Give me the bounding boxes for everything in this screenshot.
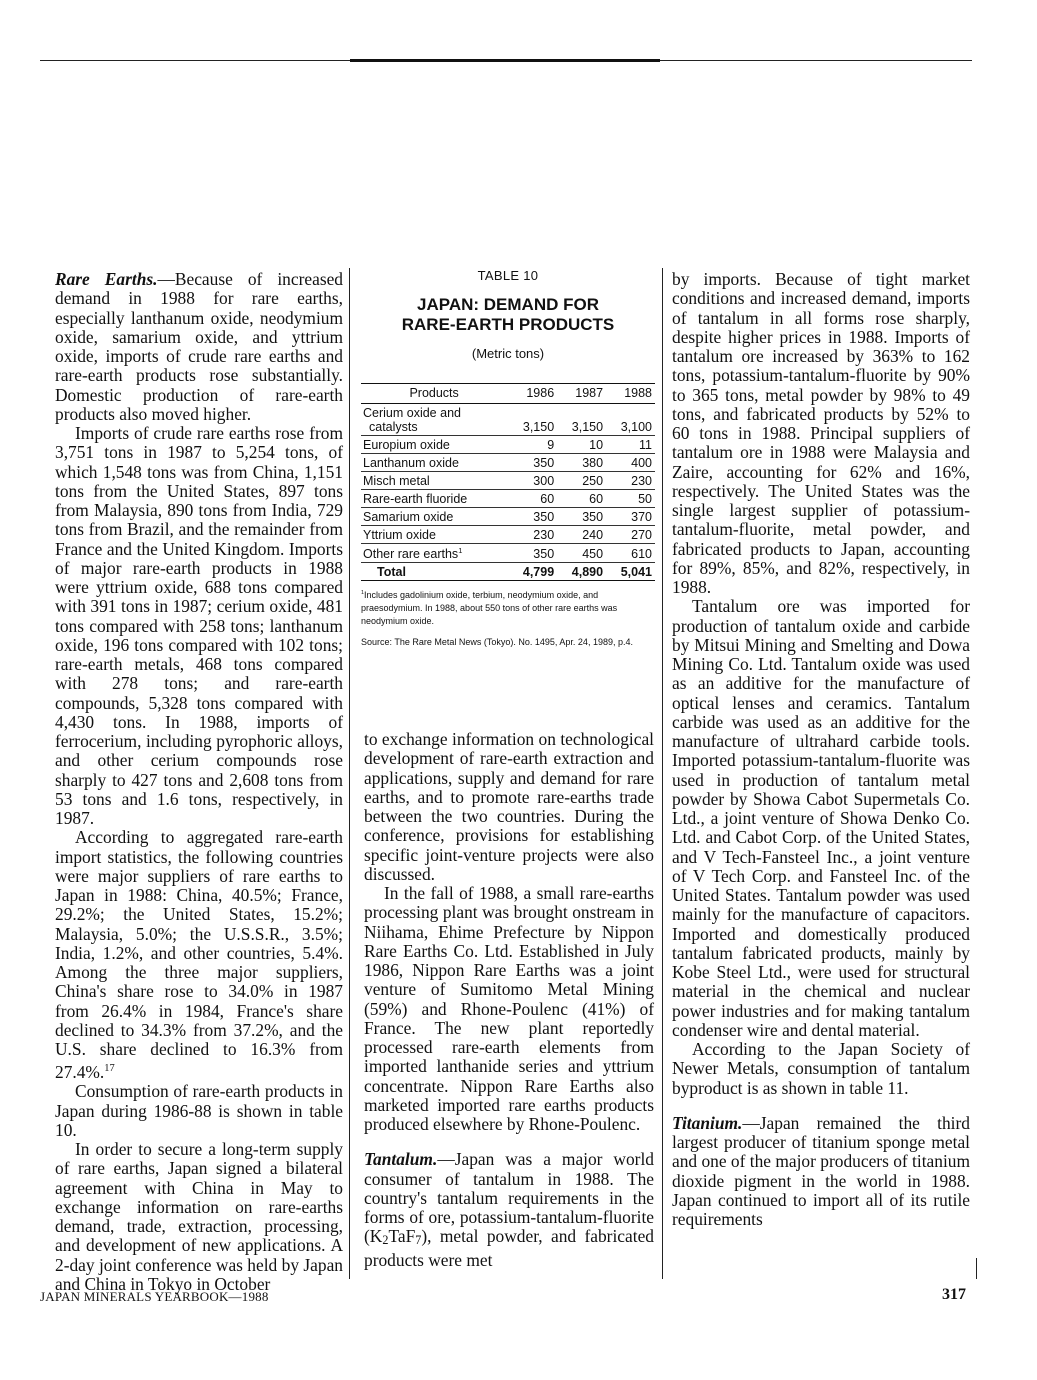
header-1988: 1988	[606, 384, 655, 404]
subscript-7: 7	[415, 1233, 422, 1248]
table-title-line-2: RARE-EARTH PRODUCTS	[401, 315, 615, 334]
table-10	[361, 268, 655, 649]
column-1	[55, 270, 343, 1294]
section-gap	[364, 1134, 654, 1150]
page-number: 317	[942, 1286, 966, 1303]
header-1986: 1986	[508, 384, 557, 404]
value-1988: 11	[606, 436, 655, 454]
titanium-heading: Titanium.	[672, 1112, 743, 1133]
table-row	[361, 436, 655, 454]
tantalum-heading: Tantalum.	[364, 1149, 438, 1170]
header-1987: 1987	[557, 384, 606, 404]
value-1986: 230	[508, 526, 557, 544]
product-cell: Lanthanum oxide	[361, 454, 508, 472]
value-1988: 610	[606, 544, 655, 563]
product-cell: Samarium oxide	[361, 508, 508, 526]
product-cell: Europium oxide	[361, 436, 508, 454]
value-1986: 9	[508, 436, 557, 454]
footnote-mark: 1	[361, 590, 364, 597]
product-cell: Yttrium oxide	[361, 526, 508, 544]
product-cell: Rare-earth fluoride	[361, 490, 508, 508]
value-1986: 60	[508, 490, 557, 508]
column-rule-left	[349, 268, 350, 1279]
tantalum-text-c: ), metal powder, and fabricated products were met	[364, 1226, 654, 1270]
tantalum-uses-paragraph: Tantalum ore was imported for production of tantalum oxide and carbide by Mitsui Mining and Smelting and Dowa Mining Co. Ltd. Tantalum oxide was used as an additive for the manufacture of optical lenses and ceramics. Tantalum carbide was used as an additive for the manufacture of ultrahard carbide tools. Imported potassium-tantalum-fluorite was used in production of tantalum metal powder by Showa Cabot Supermetals Co. Ltd., a joint venture of Showa Denko Co. Ltd. and Cabot Corp. of the United States, and V Tech-Fansteel Inc., a joint venture of V Tech Corp. and Fansteel Inc. of the United States. Tantalum powder was used mainly for the manufacture of capacitors. Imported and domestically produced tantalum fabricated products, mainly by Kobe Steel Ltd., were used for structural material in the chemical and nuclear power industries and for making tantalum condenser wire and dental material.	[672, 596, 970, 1040]
value-1987: 250	[557, 472, 606, 490]
table-row	[361, 526, 655, 544]
consumption-paragraph: Consumption of rare-earth products in Japan during 1986-88 is shown in table 10.	[55, 1081, 343, 1140]
value-1987: 10	[557, 436, 606, 454]
value-1987: 450	[557, 544, 606, 563]
column-2	[364, 730, 654, 1270]
table-row	[361, 472, 655, 490]
column-3	[672, 270, 970, 1229]
value-1988: 50	[606, 490, 655, 508]
value-1987: 350	[557, 508, 606, 526]
value-1987: 240	[557, 526, 606, 544]
value-1986: 350	[508, 508, 557, 526]
table-source: Source: The Rare Metal News (Tokyo). No. 1495, Apr. 24, 1989, p.4.	[361, 637, 633, 648]
footnote-ref-17: 17	[104, 1063, 115, 1075]
header-rule-heavy	[350, 59, 660, 62]
value-1988: 3,100	[606, 404, 655, 436]
header-products: Products	[361, 384, 508, 404]
value-1988: 230	[606, 472, 655, 490]
product-name-line-2: catalysts	[369, 420, 418, 434]
product-cell	[361, 544, 508, 563]
column-rule-middle	[662, 268, 663, 1279]
table-row	[361, 490, 655, 508]
value-1987: 60	[557, 490, 606, 508]
tantalum-paragraph	[364, 1150, 654, 1270]
table-footnote	[361, 587, 655, 628]
table-row	[361, 454, 655, 472]
value-1988: 370	[606, 508, 655, 526]
table-row	[361, 508, 655, 526]
publication-footer: JAPAN MINERALS YEARBOOK—1988	[40, 1289, 269, 1304]
subscript-2: 2	[382, 1233, 389, 1248]
footnote-text: Includes gadolinium oxide, terbium, neodymium oxide, and praesodymium. In 1988, about 550 tons of other rare earths was neodymium oxide.	[361, 590, 618, 627]
tantalum-text-b: TaF	[388, 1226, 416, 1247]
table-row	[361, 544, 655, 563]
tantalum-text-a: —Japan was a major world consumer of tantalum in 1988. The country's tantalum requirements in the forms of ore, potassium-tantalum-fluorite (K	[364, 1149, 654, 1247]
value-1987: 380	[557, 454, 606, 472]
value-1986: 350	[508, 544, 557, 563]
column-rule-right	[976, 1258, 977, 1279]
table-header-row	[361, 384, 655, 404]
product-name: Other rare earths	[363, 547, 459, 562]
table-row	[361, 404, 655, 436]
imports-paragraph: Imports of crude rare earths rose from 3,751 tons in 1987 to 5,254 tons, of which 1,548 tons was from China, 1,151 tons from the United States, 897 tons from Malaysia, 890 tons from India, 729 tons from Brazil, and the remainder from France and the United Kingdom. Imports of major rare-earth products in 1988 were yttrium oxide, 688 tons compared with 391 tons in 1987; cerium oxide, 481 tons compared with 258 tons; lanthanum oxide, 196 tons compared with 102 tons; rare-earth metals, 468 tons compared with 278 tons; and rare-earth compounds, 5,328 tons compared with 4,430 tons. In 1988, imports of ferrocerium, including pyrophoric alloys, and other cerium compounds rose sharply to 427 tons and 2,608 tons from 53 tons and 1.6 tons, respectively, in 1987.	[55, 423, 343, 828]
table-label: TABLE 10	[477, 268, 539, 283]
table-unit: (Metric tons)	[471, 346, 545, 361]
tantalum-byproduct-paragraph: According to the Japan Society of Newer Metals, consumption of tantalum byproduct is as shown in table 11.	[672, 1039, 970, 1098]
titanium-text: —Japan remained the third largest producer of titanium sponge metal and one of the major producers of titanium dioxide pigment in the world in 1988. Japan continued to import all of its rutile requirements	[672, 1112, 970, 1229]
product-cell: Misch metal	[361, 472, 508, 490]
value-1986: 350	[508, 454, 557, 472]
suppliers-paragraph	[55, 828, 343, 1082]
product-name-line-1: Cerium oxide and	[363, 406, 461, 420]
value-1988: 400	[606, 454, 655, 472]
total-1986: 4,799	[508, 563, 557, 581]
titanium-paragraph	[672, 1114, 970, 1230]
total-1988: 5,041	[606, 563, 655, 581]
table-total-row	[361, 563, 655, 581]
footnote-ref-1: 1	[458, 546, 463, 555]
demand-table	[361, 383, 655, 581]
value-1988: 270	[606, 526, 655, 544]
section-gap	[672, 1098, 970, 1114]
rare-earths-text: —Because of increased demand in 1988 for rare earths, especially lanthanum oxide, neodymium oxide, samarium oxide, and yttrium oxide, imports of crude rare earths and rare-earth products rose substantially. Domestic production of rare-earth products also moved higher.	[55, 269, 343, 424]
total-label: Total	[361, 563, 508, 581]
value-1987: 3,150	[557, 404, 606, 436]
value-1986: 3,150	[508, 404, 557, 436]
total-1987: 4,890	[557, 563, 606, 581]
suppliers-text: According to aggregated rare-earth import statistics, the following countries were major suppliers of rare earths to Japan in 1988: China, 40.5%; France, 29.2%; the United States, 15.2%; Malaysia, 5.0%; the U.S.S.R., 3.5%; India, 1.2%, and other countries, 5.4%. Among the three major suppliers, China's share rose to 34.0% in 1987 from 26.4% in 1984, France's share declined to 34.3% from 37.2%, and the U.S. share declined to 16.3% from 27.4%.	[55, 827, 343, 1083]
value-1986: 300	[508, 472, 557, 490]
table-title	[361, 295, 655, 335]
conference-paragraph: to exchange information on technological development of rare-earth extraction and applications, supply and demand for rare earths, and to promote rare-earths trade between the two countries. During the conference, provisions for establishing specific joint-venture projects were also discussed.	[364, 729, 654, 884]
rare-earths-paragraph	[55, 270, 343, 424]
tantalum-imports-paragraph: by imports. Because of tight market conditions and increased demand, imports of tantalum in all forms rose sharply, despite higher prices in 1988. Imports of tantalum ore increased by 363% to 162 tons, potassium-tantalum-fluorite by 90% to 365 tons, metal powder by 98% to 49 tons, and fabricated products by 52% to 60 tons in 1988. Principal suppliers of tantalum ore in 1988 were Malaysia and Zaire, accounting for 62% and 16%, respectively. The United States was the single largest supplier of potassium-tantalum-fluorite, metal powder, and fabricated products to Japan, accounting for 89%, 85%, and 82%, respectively, in 1988.	[672, 269, 970, 597]
agreement-paragraph: In order to secure a long-term supply of rare earths, Japan signed a bilateral agreement with China in May to exchange information on rare-earths demand, trade, extraction, processing, and development of new applications. A 2-day joint conference was held by Japan and China in Tokyo in October	[55, 1139, 343, 1294]
product-cell	[361, 404, 508, 436]
processing-plant-paragraph: In the fall of 1988, a small rare-earths processing plant was brought onstream in Niihama, Ehime Prefecture by Nippon Rare Earths Co. Ltd. Established in July 1986, Nippon Rare Earths was a joint venture of Sumitomo Metal Mining (59%) and Rhone-Poulenc (41%) of France. The new plant reportedly processed rare-earth elements from imported lanthanide series and yttrium concentrate. Nippon Rare Earths also marketed imported rare earths products produced elsewhere by Rhone-Poulenc.	[364, 883, 654, 1134]
table-title-line-1: JAPAN: DEMAND FOR	[417, 295, 599, 314]
rare-earths-heading: Rare Earths.	[55, 269, 158, 289]
